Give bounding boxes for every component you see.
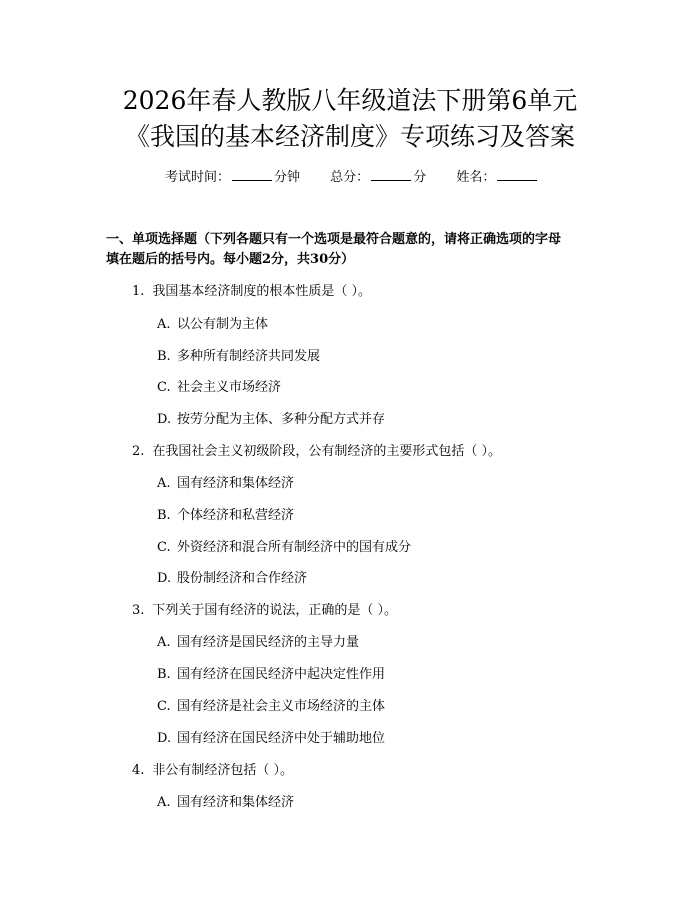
question-1-option-b — [157, 348, 320, 366]
student-name-label: 姓名： — [456, 170, 496, 185]
option-letter: D. — [157, 571, 172, 586]
total-score-unit: 分 — [413, 170, 427, 185]
section-heading-line1: 一、单项选择题（下列各题只有一个选项是最符合题意的，请将正确选项的字母 — [106, 232, 562, 247]
option-text: 外资经济和混合所有制经济中的国有成分 — [177, 540, 412, 555]
question-4 — [132, 762, 293, 780]
question-1-option-a — [157, 316, 268, 334]
option-text: 社会主义市场经济 — [177, 380, 282, 395]
option-letter: D. — [157, 412, 172, 427]
student-name-blank — [497, 168, 537, 181]
question-2-option-a — [157, 475, 294, 493]
question-text: 非公有制经济包括（ ）。 — [152, 763, 294, 778]
question-1 — [132, 283, 371, 301]
option-text: 国有经济和集体经济 — [177, 476, 295, 491]
exam-time-field — [165, 170, 304, 185]
option-letter: C. — [157, 540, 171, 555]
question-1-option-d — [157, 411, 385, 429]
option-text: 国有经济是国民经济的主导力量 — [177, 635, 360, 650]
question-number: 2. — [132, 444, 145, 459]
document-title-line1: 2026年春人教版八年级道法下册第6单元 — [122, 86, 578, 115]
exam-time-label: 考试时间： — [165, 170, 231, 185]
question-2 — [132, 443, 501, 461]
question-3-option-c — [157, 698, 385, 716]
option-letter: A. — [157, 317, 171, 332]
exam-time-unit: 分钟 — [274, 170, 301, 185]
question-1-option-c — [157, 379, 281, 397]
option-text: 以公有制为主体 — [177, 317, 269, 332]
total-score-field — [330, 170, 430, 185]
option-letter: D. — [157, 731, 172, 746]
option-letter: A. — [157, 795, 171, 810]
option-text: 个体经济和私营经济 — [177, 508, 295, 523]
option-text: 股份制经济和合作经济 — [177, 571, 308, 586]
question-3 — [132, 602, 397, 620]
question-2-option-b — [157, 507, 294, 525]
option-letter: A. — [157, 476, 171, 491]
option-letter: B. — [157, 667, 171, 682]
option-letter: C. — [157, 380, 171, 395]
option-letter: C. — [157, 699, 171, 714]
question-2-option-c — [157, 539, 411, 557]
option-text: 国有经济在国民经济中处于辅助地位 — [177, 731, 386, 746]
option-letter: A. — [157, 635, 171, 650]
student-name-field — [456, 170, 539, 185]
question-3-option-d — [157, 730, 385, 748]
option-text: 国有经济在国民经济中起决定性作用 — [177, 667, 386, 682]
option-text: 国有经济和集体经济 — [177, 795, 295, 810]
exam-info — [165, 168, 565, 187]
option-letter: B. — [157, 508, 171, 523]
question-text: 在我国社会主义初级阶段，公有制经济的主要形式包括（ ）。 — [152, 444, 502, 459]
question-3-option-a — [157, 634, 359, 652]
question-2-option-d — [157, 570, 307, 588]
option-text: 多种所有制经济共同发展 — [177, 349, 321, 364]
option-letter: B. — [157, 349, 171, 364]
question-text: 下列关于国有经济的说法，正确的是（ ）。 — [152, 603, 398, 618]
question-3-option-b — [157, 666, 385, 684]
total-score-blank — [371, 168, 411, 181]
document-title-line2: 《我国的基本经济制度》专项练习及答案 — [124, 122, 575, 151]
question-number: 4. — [132, 763, 145, 778]
question-number: 1. — [132, 284, 145, 299]
exam-time-blank — [232, 168, 272, 181]
option-text: 国有经济是社会主义市场经济的主体 — [177, 699, 386, 714]
question-4-option-a — [157, 794, 294, 812]
question-number: 3. — [132, 603, 145, 618]
total-score-label: 总分： — [330, 170, 370, 185]
question-text: 我国基本经济制度的根本性质是（ ）。 — [152, 284, 372, 299]
section-heading-line2: 填在题后的括号内。每小题2分，共30分） — [106, 252, 355, 267]
option-text: 按劳分配为主体、多种分配方式并存 — [177, 412, 386, 427]
